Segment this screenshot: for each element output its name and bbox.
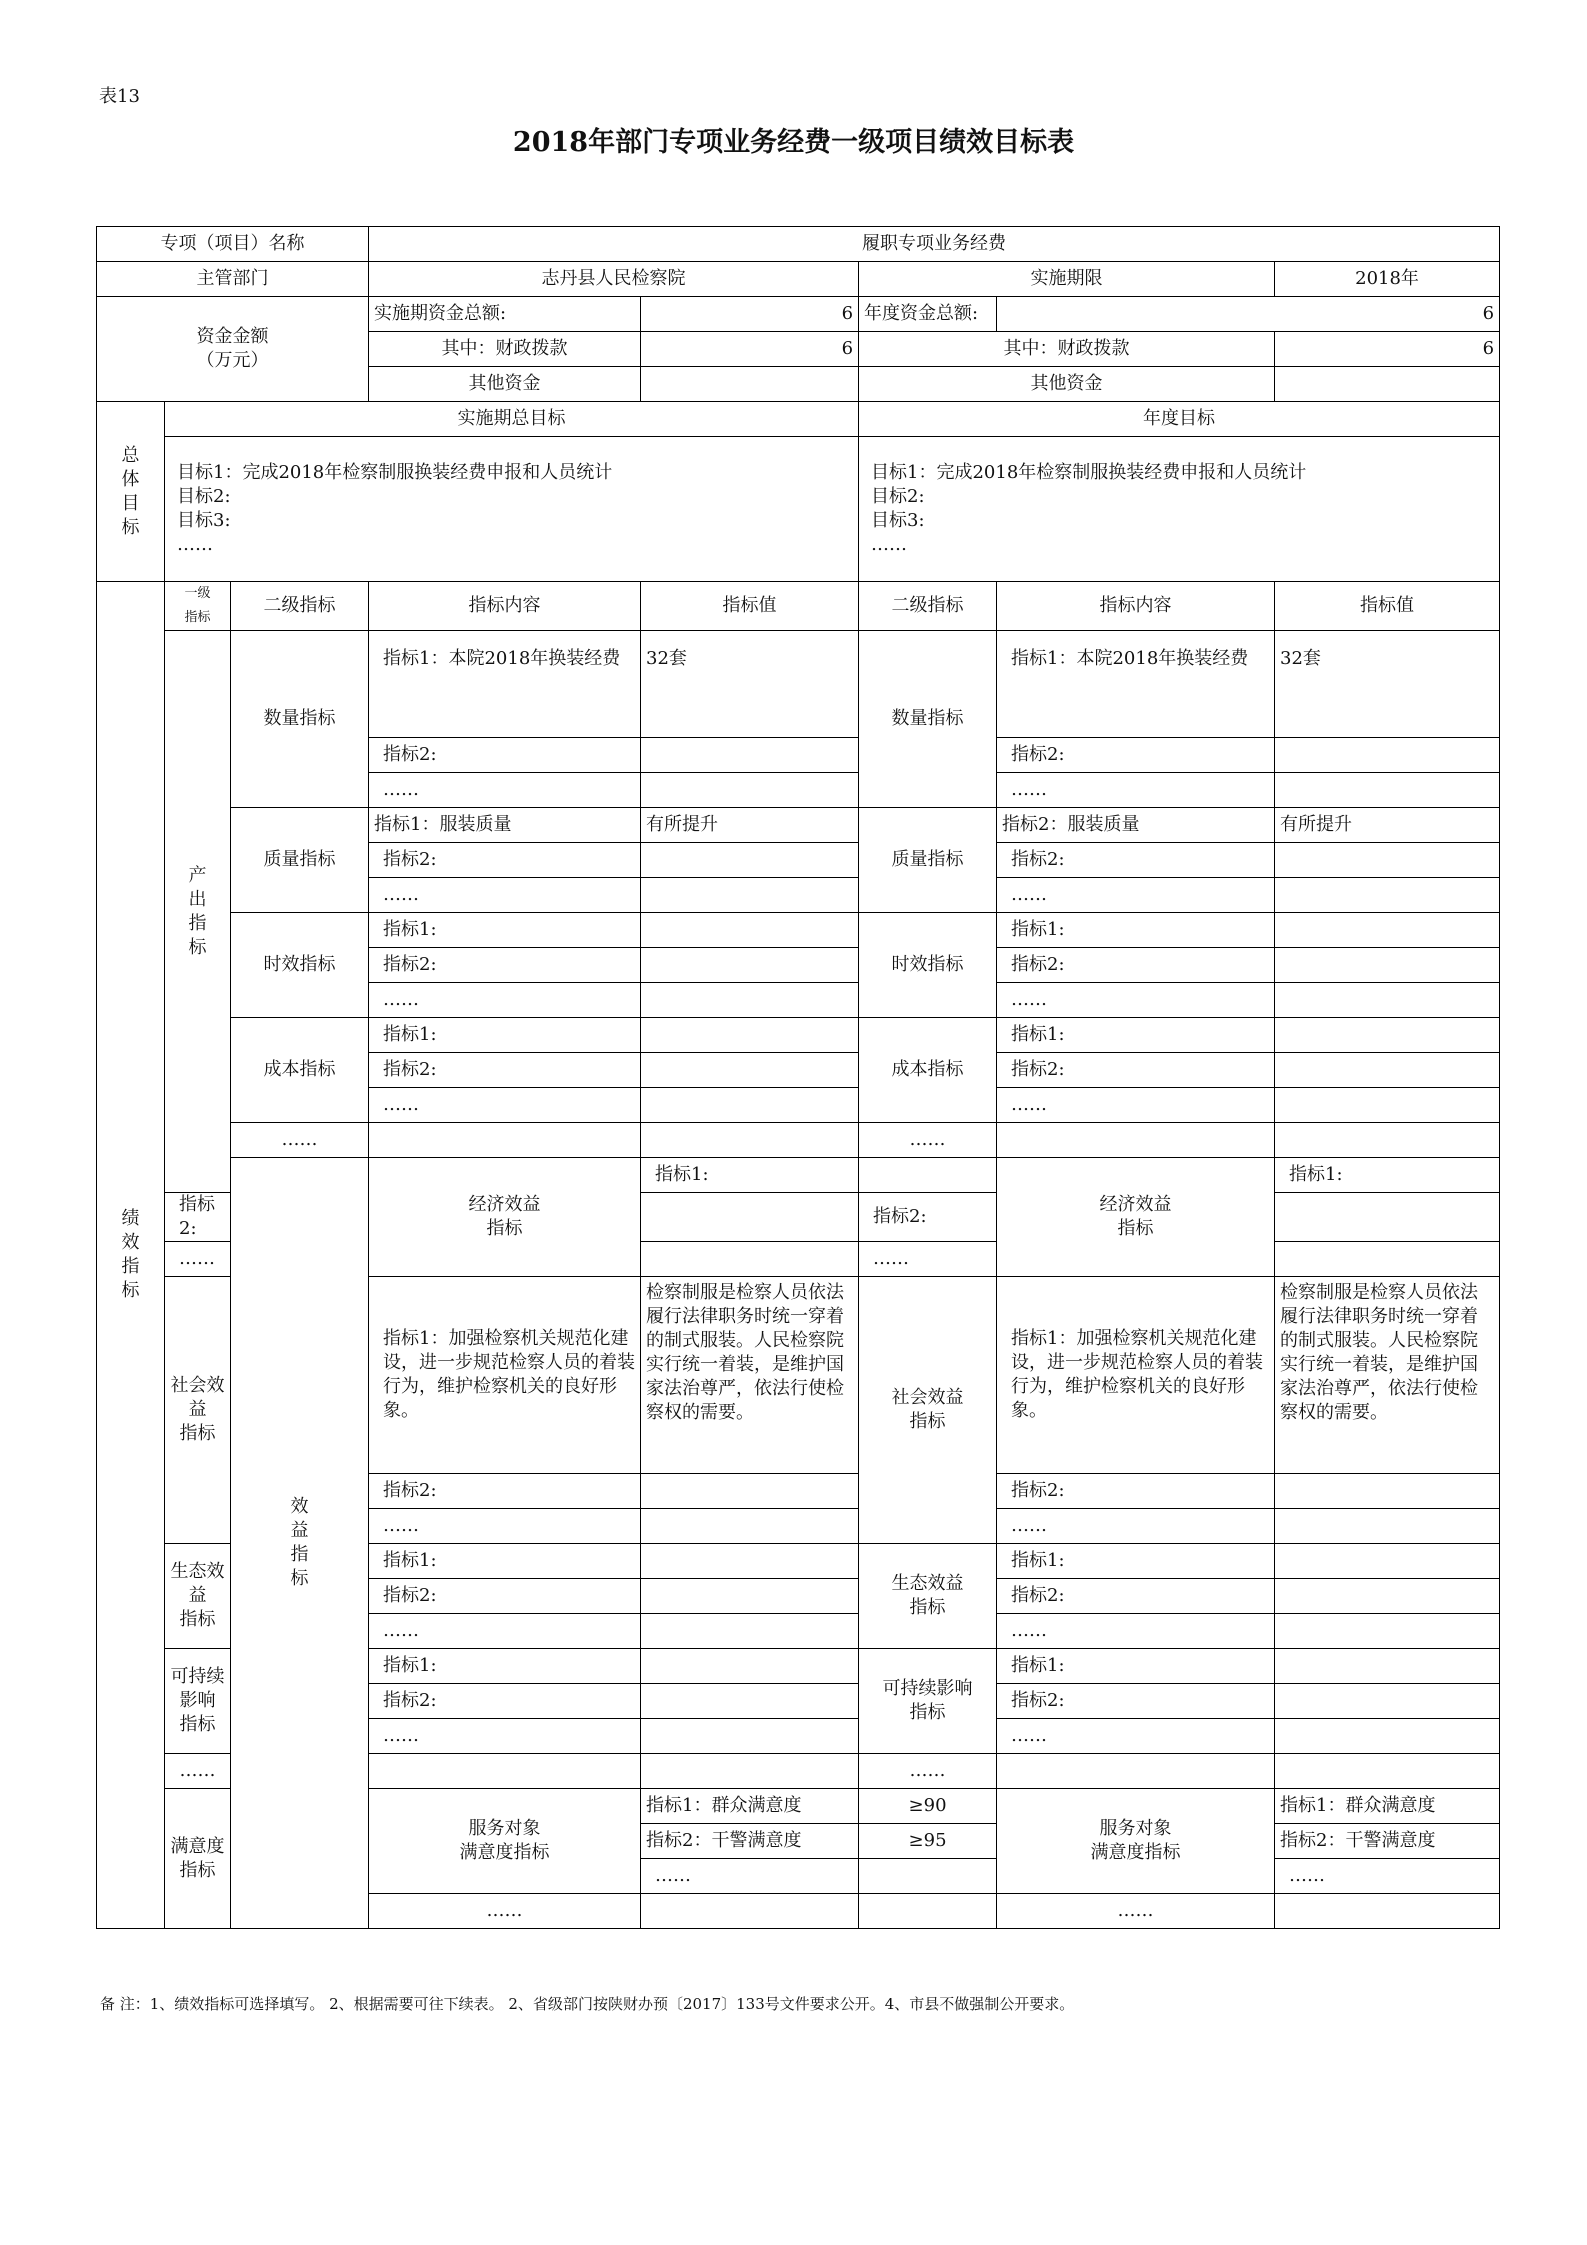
social-label: 社会效益 指标 <box>165 1277 231 1544</box>
quantity-more-annual: …… <box>997 773 1275 808</box>
quality-label: 质量指标 <box>231 808 369 913</box>
benefit-more-annual: …… <box>859 1754 997 1789</box>
social-label-annual: 社会效益 指标 <box>859 1277 997 1544</box>
quality-more: …… <box>369 878 641 913</box>
empty-cell <box>641 948 859 983</box>
fund-label-text: 资金金额 <box>196 326 269 347</box>
empty-cell <box>1275 948 1500 983</box>
quality-val1-annual: 有所提升 <box>1275 808 1500 843</box>
social-ind2: 指标2: <box>369 1474 641 1509</box>
sustainable-label-annual: 可持续影响 指标 <box>859 1649 997 1754</box>
economic-ind1-annual: 指标1: <box>1275 1158 1500 1193</box>
quality-ind1-annual: 指标2：服装质量 <box>997 808 1275 843</box>
sat-val2: ≥95 <box>859 1824 997 1859</box>
sat-more-annual: …… <box>1275 1859 1500 1894</box>
cost-ind2-annual: 指标2: <box>997 1053 1275 1088</box>
sustainable-more-annual: …… <box>997 1719 1275 1754</box>
empty-cell <box>641 878 859 913</box>
ecological-ind1: 指标1: <box>369 1544 641 1579</box>
sat-val1: ≥90 <box>859 1789 997 1824</box>
benefit-more: …… <box>165 1754 231 1789</box>
fiscal-label: 其中：财政拨款 <box>369 332 641 367</box>
cost-ind1-annual: 指标1: <box>997 1018 1275 1053</box>
fiscal-value: 6 <box>641 332 859 367</box>
table-number: 表13 <box>99 86 140 107</box>
quality-ind2-annual: 指标2: <box>997 843 1275 878</box>
economic-ind2: 指标2: <box>165 1193 231 1242</box>
period-goal-text: 目标1：完成2018年检察制服换装经费申报和人员统计 目标2: 目标3: …… <box>165 437 859 582</box>
col-level2: 二级指标 <box>231 582 369 631</box>
empty-cell <box>641 738 859 773</box>
empty-cell <box>641 1649 859 1684</box>
social-more: …… <box>369 1509 641 1544</box>
empty-cell <box>1275 1579 1500 1614</box>
sat-ind1: 指标1：群众满意度 <box>641 1789 859 1824</box>
quality-label-annual: 质量指标 <box>859 808 997 913</box>
economic-more: …… <box>165 1242 231 1277</box>
page-title: 2018年部门专项业务经费一级项目绩效目标表 <box>512 127 1075 158</box>
empty-cell <box>641 843 859 878</box>
sustainable-ind2-annual: 指标2: <box>997 1684 1275 1719</box>
empty-cell <box>859 1894 997 1929</box>
col-level2-annual: 二级指标 <box>859 582 997 631</box>
ecological-label: 生态效益 指标 <box>165 1544 231 1649</box>
quantity-more: …… <box>369 773 641 808</box>
empty-cell <box>641 1018 859 1053</box>
ecological-ind2-annual: 指标2: <box>997 1579 1275 1614</box>
empty-cell <box>641 1614 859 1649</box>
cost-more-annual: …… <box>997 1088 1275 1123</box>
empty-cell <box>1275 1123 1500 1158</box>
annual-goal-header: 年度目标 <box>859 402 1500 437</box>
service-label-annual: 服务对象 满意度指标 <box>997 1789 1275 1894</box>
sustainable-ind2: 指标2: <box>369 1684 641 1719</box>
timeliness-label: 时效指标 <box>231 913 369 1018</box>
empty-cell <box>1275 1614 1500 1649</box>
empty-cell <box>1275 878 1500 913</box>
col-level1: 一级 指标 <box>165 582 231 631</box>
empty-cell <box>369 1123 641 1158</box>
project-name-value: 履职专项业务经费 <box>369 227 1500 262</box>
quality-val1: 有所提升 <box>641 808 859 843</box>
fund-label <box>97 297 369 402</box>
service-label: 服务对象 满意度指标 <box>369 1789 641 1894</box>
empty-cell <box>1275 1754 1500 1789</box>
sustainable-label: 可持续影响 指标 <box>165 1649 231 1754</box>
economic-ind2-annual: 指标2: <box>859 1193 997 1242</box>
empty-cell <box>641 1509 859 1544</box>
social-ind2-annual: 指标2: <box>997 1474 1275 1509</box>
empty-cell <box>1275 773 1500 808</box>
timeliness-ind1-annual: 指标1: <box>997 913 1275 948</box>
cost-label: 成本指标 <box>231 1018 369 1123</box>
other-fund-annual-value <box>1275 367 1500 402</box>
empty-cell <box>369 1754 641 1789</box>
satisfaction-more-annual: …… <box>997 1894 1275 1929</box>
empty-cell <box>1275 1018 1500 1053</box>
empty-cell <box>997 1123 1275 1158</box>
empty-cell <box>1275 983 1500 1018</box>
output-more-annual: …… <box>859 1123 997 1158</box>
timeliness-ind2: 指标2: <box>369 948 641 983</box>
quantity-ind1: 指标1：本院2018年换装经费 <box>369 631 641 738</box>
ecological-ind1-annual: 指标1: <box>997 1544 1275 1579</box>
empty-cell <box>1275 738 1500 773</box>
timeliness-more-annual: …… <box>997 983 1275 1018</box>
fiscal-annual-label: 其中：财政拨款 <box>859 332 1275 367</box>
cost-label-annual: 成本指标 <box>859 1018 997 1123</box>
empty-cell <box>641 1123 859 1158</box>
footnote: 备 注：1、绩效指标可选择填写。 2、根据需要可往下续表。 2、省级部门按陕财办预〔2017〕133号文件要求公开。4、市县不做强制公开要求。 <box>100 1995 1075 2013</box>
dept-value: 志丹县人民检察院 <box>369 262 859 297</box>
quantity-val1: 32套 <box>641 631 859 738</box>
performance-table <box>96 226 1500 1929</box>
economic-ind1: 指标1: <box>641 1158 859 1193</box>
empty-cell <box>641 1544 859 1579</box>
empty-cell <box>1275 1649 1500 1684</box>
empty-cell <box>1275 1242 1500 1277</box>
social-val1-annual: 检察制服是检察人员依法履行法律职务时统一穿着的制式服装。人民检察院实行统一着装，是维护国家法治尊严，依法行使检察权的需要。 <box>1275 1277 1500 1474</box>
empty-cell <box>1275 1193 1500 1242</box>
quantity-val1-annual: 32套 <box>1275 631 1500 738</box>
empty-cell <box>1275 1719 1500 1754</box>
empty-cell <box>641 983 859 1018</box>
quantity-ind1-annual: 指标1：本院2018年换装经费 <box>997 631 1275 738</box>
empty-cell <box>641 1242 859 1277</box>
perf-indicators-label: 绩 效 指 标 <box>97 582 165 1929</box>
social-val1: 检察制服是检察人员依法履行法律职务时统一穿着的制式服装。人民检察院实行统一着装，是维护国家法治尊严，依法行使检察权的需要。 <box>641 1277 859 1474</box>
timeliness-ind1: 指标1: <box>369 913 641 948</box>
empty-cell <box>641 1684 859 1719</box>
sustainable-more: …… <box>369 1719 641 1754</box>
empty-cell <box>1275 913 1500 948</box>
sustainable-ind1-annual: 指标1: <box>997 1649 1275 1684</box>
output-more: …… <box>231 1123 369 1158</box>
col-value: 指标值 <box>641 582 859 631</box>
social-ind1-annual: 指标1：加强检察机关规范化建设，进一步规范检察人员的着装行为，维护检察机关的良好形象。 <box>997 1277 1275 1474</box>
empty-cell <box>641 913 859 948</box>
ecological-ind2: 指标2: <box>369 1579 641 1614</box>
empty-cell <box>1275 1474 1500 1509</box>
period-value: 2018年 <box>1275 262 1500 297</box>
satisfaction-indicators-label: 满意度 指标 <box>165 1789 231 1929</box>
empty-cell <box>997 1754 1275 1789</box>
period-goal-header: 实施期总目标 <box>165 402 859 437</box>
sat-ind2: 指标2：干警满意度 <box>641 1824 859 1859</box>
col-value-annual: 指标值 <box>1275 582 1500 631</box>
empty-cell <box>641 1193 859 1242</box>
overall-goals-label: 总 体 目 标 <box>97 402 165 582</box>
annual-total-label: 年度资金总额: <box>859 297 997 332</box>
ecological-label-annual: 生态效益 指标 <box>859 1544 997 1649</box>
quantity-label: 数量指标 <box>231 631 369 808</box>
empty-cell <box>641 1053 859 1088</box>
sat-more: …… <box>641 1859 859 1894</box>
empty-cell <box>1275 1544 1500 1579</box>
empty-cell <box>1275 1053 1500 1088</box>
quality-more-annual: …… <box>997 878 1275 913</box>
period-label: 实施期限 <box>859 262 1275 297</box>
quality-ind2: 指标2: <box>369 843 641 878</box>
cost-more: …… <box>369 1088 641 1123</box>
output-indicators-label: 产 出 指 标 <box>165 631 231 1193</box>
quantity-label-annual: 数量指标 <box>859 631 997 808</box>
sat-ind1-annual: 指标1：群众满意度 <box>1275 1789 1500 1824</box>
sustainable-ind1: 指标1: <box>369 1649 641 1684</box>
timeliness-ind2-annual: 指标2: <box>997 948 1275 983</box>
economic-more-annual: …… <box>859 1242 997 1277</box>
satisfaction-more: …… <box>369 1894 641 1929</box>
economic-label: 经济效益 指标 <box>369 1158 641 1277</box>
empty-cell <box>641 1894 859 1929</box>
col-content: 指标内容 <box>369 582 641 631</box>
social-ind1: 指标1：加强检察机关规范化建设，进一步规范检察人员的着装行为，维护检察机关的良好形象。 <box>369 1277 641 1474</box>
timeliness-label-annual: 时效指标 <box>859 913 997 1018</box>
other-fund-label: 其他资金 <box>369 367 641 402</box>
empty-cell <box>859 1158 997 1193</box>
cost-ind1: 指标1: <box>369 1018 641 1053</box>
fiscal-annual-value: 6 <box>1275 332 1500 367</box>
sat-ind2-annual: 指标2：干警满意度 <box>1275 1824 1500 1859</box>
other-fund-annual-label: 其他资金 <box>859 367 1275 402</box>
fund-unit: （万元） <box>196 350 269 371</box>
empty-cell <box>641 1719 859 1754</box>
cost-ind2: 指标2: <box>369 1053 641 1088</box>
empty-cell <box>641 1088 859 1123</box>
project-name-label: 专项（项目）名称 <box>97 227 369 262</box>
empty-cell <box>1275 1088 1500 1123</box>
social-more-annual: …… <box>997 1509 1275 1544</box>
quantity-ind2-annual: 指标2: <box>997 738 1275 773</box>
ecological-more-annual: …… <box>997 1614 1275 1649</box>
timeliness-more: …… <box>369 983 641 1018</box>
col-content-annual: 指标内容 <box>997 582 1275 631</box>
empty-cell <box>1275 1509 1500 1544</box>
empty-cell <box>641 1474 859 1509</box>
empty-cell <box>859 1859 997 1894</box>
economic-label-annual: 经济效益 指标 <box>997 1158 1275 1277</box>
other-fund-value <box>641 367 859 402</box>
empty-cell <box>1275 1894 1500 1929</box>
empty-cell <box>1275 843 1500 878</box>
total-period-label: 实施期资金总额: <box>369 297 641 332</box>
quantity-ind2: 指标2: <box>369 738 641 773</box>
empty-cell <box>641 1579 859 1614</box>
annual-goal-text: 目标1：完成2018年检察制服换装经费申报和人员统计 目标2: 目标3: …… <box>859 437 1500 582</box>
dept-label: 主管部门 <box>97 262 369 297</box>
ecological-more: …… <box>369 1614 641 1649</box>
empty-cell <box>1275 1684 1500 1719</box>
total-period-value: 6 <box>641 297 859 332</box>
empty-cell <box>641 1754 859 1789</box>
benefit-indicators-label: 效 益 指 标 <box>231 1158 369 1929</box>
empty-cell <box>641 773 859 808</box>
annual-total-value: 6 <box>997 297 1500 332</box>
quality-ind1: 指标1：服装质量 <box>369 808 641 843</box>
